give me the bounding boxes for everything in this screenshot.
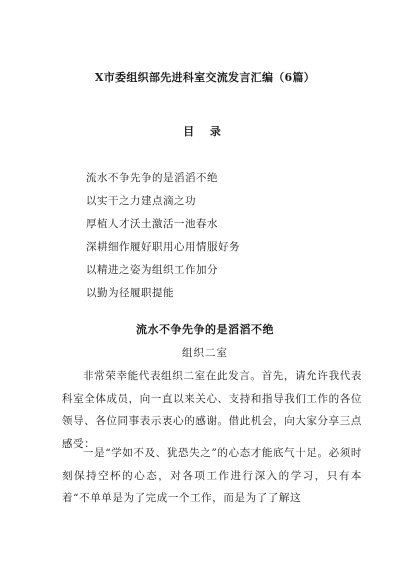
toc-item[interactable]: 深耕细作履好职用心用情服好务	[86, 241, 240, 253]
toc-item[interactable]: 以精进之姿为组织工作加分	[86, 264, 218, 276]
body-paragraph: 非常荣幸能代表组织二室在此发言。首先，请允许我代表科室全体成员，向一直以来关心、支持和指导我们工作的各位领导、各位同事表示衷心的感谢。借此机会，向大家分享三点感受：	[62, 370, 362, 450]
toc-item[interactable]: 以实干之力建点滴之功	[86, 195, 196, 207]
toc-item[interactable]: 厚植人才沃土激活一池春水	[86, 218, 218, 230]
body-paragraph: 一是“学如不及、犹恐失之”的心态才能底气十足。必须时刻保持空杯的心态，对各项工作进行深入的学习，只有本着“不单单是为了完成一个工作，而是为了了解这	[62, 447, 362, 504]
toc-heading: 目 录	[183, 125, 227, 138]
document-title: X市委组织部先进科室交流发言汇编（6篇）	[94, 71, 316, 84]
toc-item[interactable]: 流水不争先争的是滔滔不绝	[86, 172, 218, 184]
toc-item[interactable]: 以勤为径履职提能	[86, 287, 174, 299]
section-title: 流水不争先争的是滔滔不绝	[136, 323, 274, 336]
section-subtitle: 组织二室	[182, 347, 228, 359]
table-of-contents	[86, 167, 240, 305]
